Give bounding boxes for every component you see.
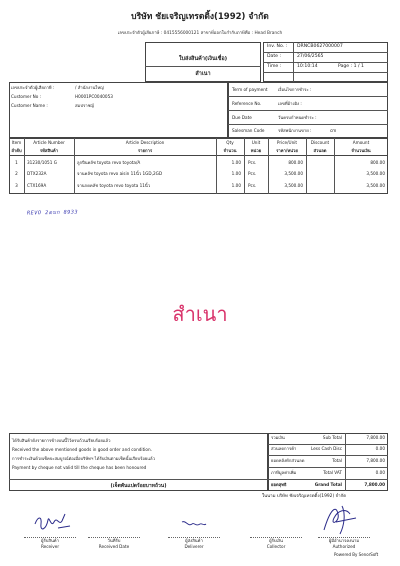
th-unit-th: หน่วย [250,148,262,153]
discount-value: 0.00 [375,446,385,451]
th-item-th: ลำดับ [11,148,22,153]
terms-sales-extra: cm [330,128,337,133]
company-name: บริษัท ชัยเจริญเทรดดิ้ง(1992) จำกัด [131,12,269,22]
row-article: 31230/1051 G [27,160,57,165]
cheque-th: การชำระเงินด้วยเช็คจะสมบูรณ์ต่อเมื่อบริษัทฯ ได้รับเงินตามเช็คนั้นเรียบร้อยแล้ว [12,456,155,461]
row-price: 3,500.00 [284,171,303,176]
receiver-label-en: Receiver [40,544,60,549]
row-desc: จานกดคลัช toyota revo toyota 11นิ้ว [77,183,151,188]
terms-payment-value: เงื่อนไขการชำระ : [278,87,312,92]
total-value: 7,800.00 [366,458,385,463]
on-behalf: ในนาม บริษัท ชัยเจริญเทรดดิ้ง(1992) จำกัด [262,494,347,499]
th-price: Price/Unit [276,140,298,145]
authorized-label-th: ผู้มีอำนาจลงนาม [328,538,360,543]
row-article: CTX169A [27,183,47,188]
amount-in-words: (เจ็ดพันแปดร้อยบาทถ้วน) [110,483,167,489]
items-table-body [9,156,388,194]
page-label: Page : 1 / 1 [338,64,364,69]
doc-title: ใบส่งสินค้า(เงินเชื่อ) [178,56,228,62]
th-discount: Discount [310,140,330,145]
date-label: Date : [267,54,281,59]
vat-en: Total VAT [323,470,342,475]
authorized-signature [316,500,362,538]
th-article-th: รหัสสินค้า [39,148,59,153]
inv-label: Inv. No. : [267,44,288,49]
th-desc: Article Description [125,140,165,145]
th-discount-th: ส่วนลด [313,148,327,153]
grand-total-value: 7,800.00 [364,482,385,487]
grand-total-th: ยอดสุทธิ [271,482,287,487]
deliverer-signature [180,518,208,532]
th-desc-th: รายการ [137,148,153,153]
row-article: DTX232A [27,171,47,176]
received-date-label-en: Received Date [98,544,130,549]
row-item: 1 [15,160,18,165]
th-amount-th: จำนวนเงิน [351,148,371,153]
received-th: ได้รับสินค้าดังรายการข้างบนนี้ไว้ครบถ้วนเรียบร้อยแล้ว [12,438,111,443]
collector-label-th: ผู้รับเงิน [269,538,283,543]
deliverer-label-th: ผู้ส่งสินค้า [185,538,203,543]
th-item: Item [11,140,22,145]
terms-sales-value: รหัสพนักงานขาย : [278,128,312,133]
receiver-label-th: ผู้รับสินค้า [41,538,59,543]
authorized-label-en: Authorized [332,544,356,549]
th-article: Article Number [33,140,65,145]
row-item: 2 [15,171,18,176]
doc-copy-label: สำเนา [195,71,211,77]
customer-tax-label: เลขประจำตัวผู้เสียภาษี : [11,85,55,90]
total-th: ยอดหลังหักส่วนลด [271,458,305,463]
company-tax-line: เลขประจำตัวผู้เสียภาษี : 0415556000121 สาขาที่ออกใบกำกับภาษีคือ : Head Branch [117,31,283,36]
inv-value: DRNCB0627000007 [297,44,343,49]
discount-th: ส่วนลดการค้า [271,446,297,451]
row-desc: ลูกปืนคลัช toyota revo toyota/A [77,160,141,165]
powered-by: Powered By SenorSoft [334,552,379,557]
row-qty: 1.00 [231,160,241,165]
customer-no-label: Customer No : [11,94,42,99]
cheque-en: Payment by cheque not valid till the cheque has been honoured [12,465,147,470]
terms-ref-value: เลขที่อ้างอิง : [278,101,302,106]
row-desc: จานคลัช toyota revo aisin 11นิ้ว 1GD,2GD [77,171,163,176]
received-en: Received the above mentioned goods in good order and condition. [12,447,152,452]
subtotal-value: 7,800.00 [366,435,385,440]
th-amount: Amount [352,140,370,145]
handwritten-note: REVO 2ดบก 8933 [26,209,79,217]
time-label: Time : [267,64,282,69]
row-qty: 1.00 [231,183,241,188]
total-en: Total [332,458,342,463]
row-amount: 3,500.00 [366,183,385,188]
th-unit: Unit [251,140,261,145]
row-qty: 1.00 [231,171,241,176]
grand-total-en: Grand Total [314,482,342,487]
row-unit: Pcs. [248,160,257,165]
customer-name-value: สมปราชญ์ [75,103,94,108]
row-item: 3 [15,183,18,188]
terms-due-value: วันครบกำหนดชำระ : [278,115,317,120]
th-price-th: ราคา/หน่วย [276,148,298,153]
customer-name-label: Customer Name : [11,103,48,108]
vat-th: ภาษีมูลค่าเพิ่ม [271,470,297,475]
discount-en: Less Cash Disc [310,446,342,451]
time-value: 10:10:14 [297,64,318,69]
received-date-label-th: วันที่รับ [107,538,121,543]
terms-sales-label: Salesman Code [232,128,265,133]
subtotal-en: Sub Total [322,435,342,440]
subtotal-th: รวมเงิน [271,435,285,440]
row-unit: Pcs. [248,171,257,176]
th-qty-th: จำนวน [223,148,237,153]
customer-no-value: H0001PC0040053 [75,94,113,99]
row-price: 3,500.00 [284,183,303,188]
terms-ref-label: Reference No. [232,101,262,106]
date-value: 27/06/2565 [297,54,324,59]
th-qty: Qty [226,140,234,145]
receiver-signature [32,510,72,534]
row-amount: 3,500.00 [366,171,385,176]
row-unit: Pcs. [248,183,257,188]
customer-tax-value: / สำนักงานใหญ่ [75,85,104,90]
row-amount: 800.00 [370,160,385,165]
vat-value: 0.00 [375,470,385,475]
terms-payment-label: Term of payment [232,87,268,92]
deliverer-label-en: Deliverer [184,544,204,549]
copy-stamp: สำเนา [172,302,228,326]
row-price: 800.00 [288,160,303,165]
terms-due-label: Due Date [232,115,252,120]
collector-label-en: Collector [266,544,286,549]
customer-box [9,82,228,138]
